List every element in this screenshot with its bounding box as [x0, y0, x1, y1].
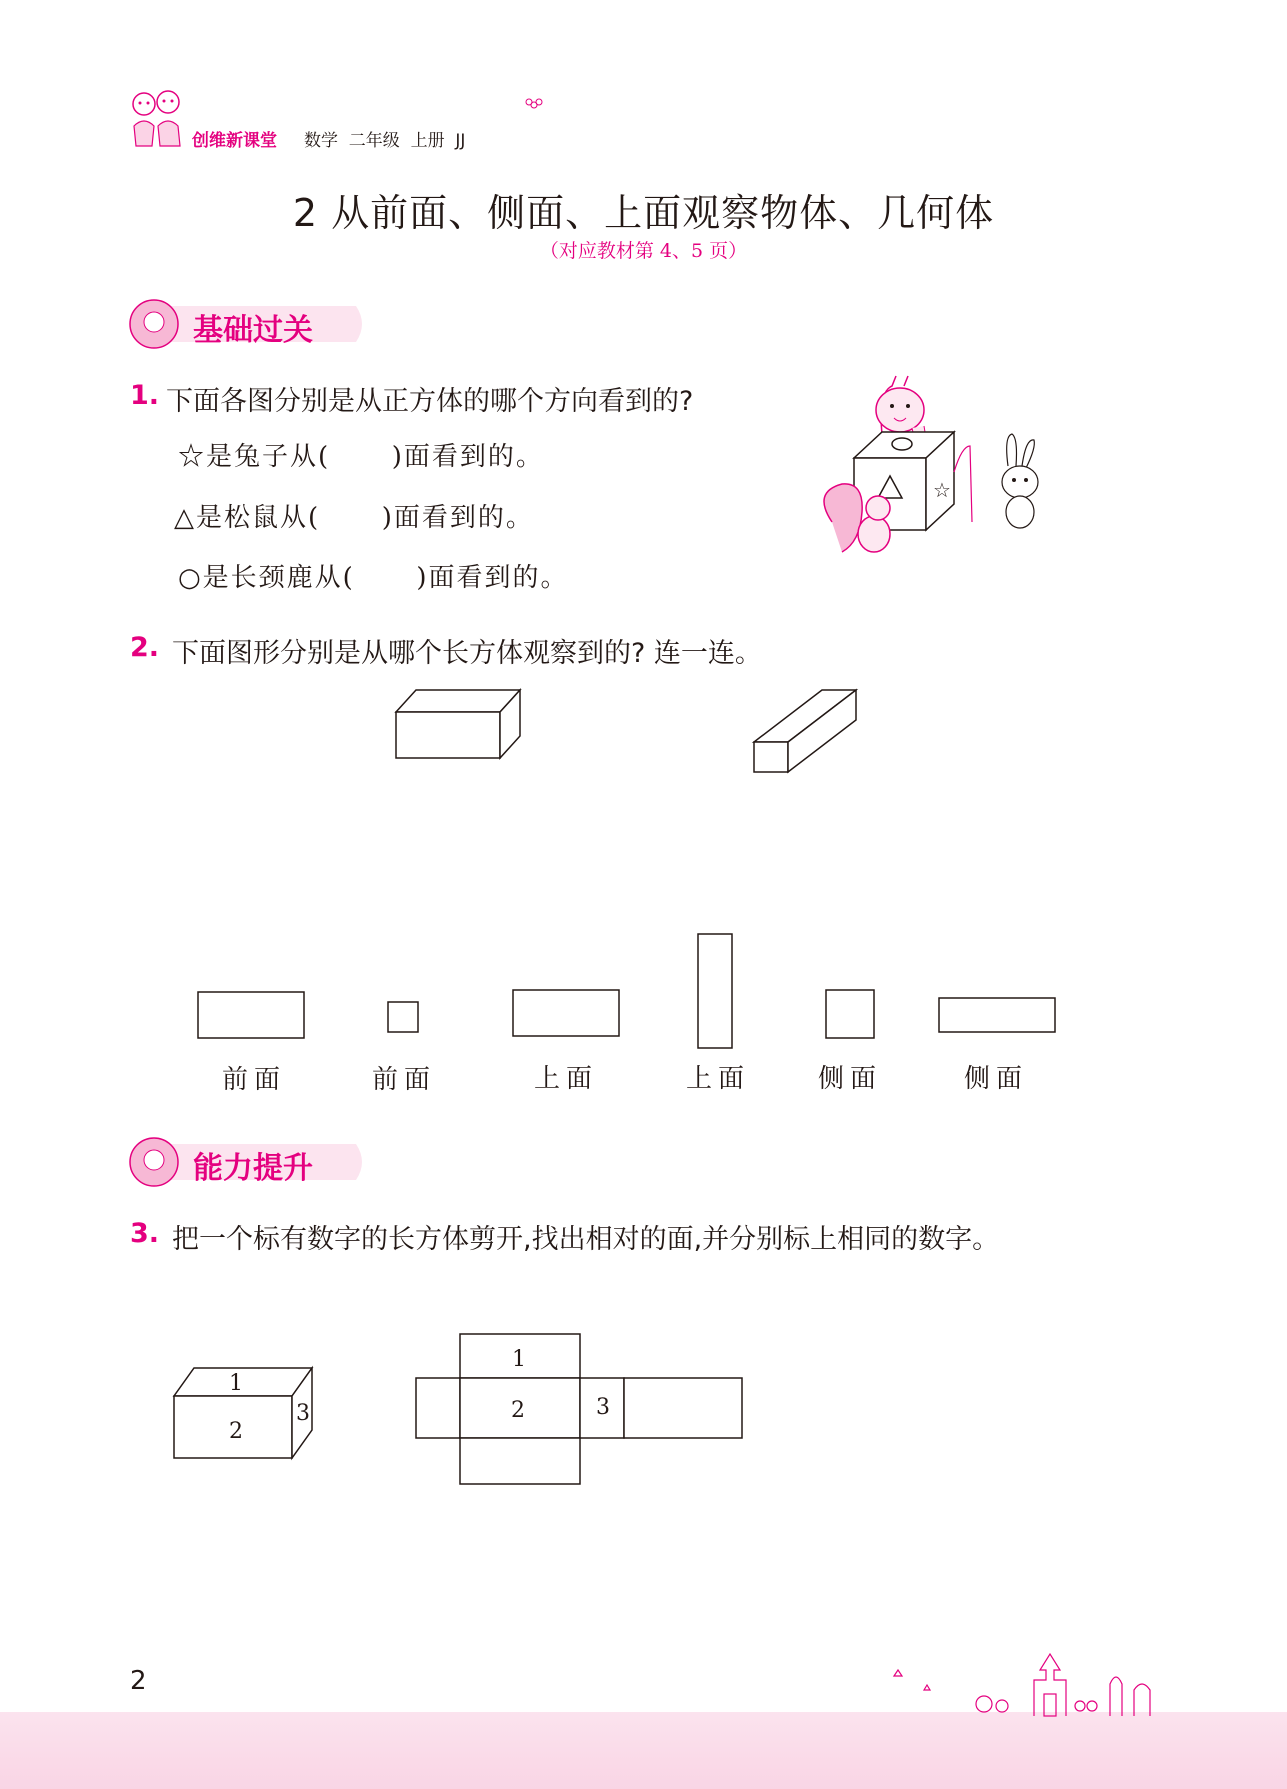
net-number-top: 1 — [512, 1347, 526, 1372]
q2-cuboid-flat — [390, 684, 522, 762]
q3-number: 3. — [130, 1218, 160, 1249]
q1-line-triangle: △是松鼠从( )面看到的。 — [174, 503, 534, 533]
view-label-top-1: 上面 — [534, 1064, 599, 1094]
book-info: 数学 二年级 上册 JJ — [304, 131, 466, 151]
q2-text: 下面图形分别是从哪个长方体观察到的? 连一连。 — [172, 638, 762, 669]
page-number: 2 — [130, 1666, 147, 1696]
q1-text: 下面各图分别是从正方体的哪个方向看到的? — [166, 386, 694, 417]
svg-text:☆: ☆ — [933, 478, 951, 502]
cube-with-animals-illustration — [812, 372, 1062, 602]
view-top-wide — [513, 990, 619, 1036]
view-top-tall — [698, 934, 732, 1048]
view-front-small — [388, 1002, 418, 1032]
lesson-title: 2 从前面、侧面、上面观察物体、几何体 — [292, 191, 995, 235]
q2-number: 2. — [130, 632, 160, 663]
view-label-front-2: 前面 — [372, 1065, 437, 1095]
cuboid-number-side: 3 — [296, 1401, 310, 1426]
net-number-side: 3 — [596, 1395, 610, 1420]
net-number-front: 2 — [511, 1398, 525, 1423]
q2-cuboid-long — [748, 684, 860, 776]
q3-cuboid — [170, 1362, 316, 1462]
view-label-side-2: 侧面 — [964, 1064, 1029, 1094]
rabbit-icon — [1002, 434, 1038, 528]
brand-name: 创维新课堂 — [192, 131, 277, 151]
q1-line-star: ☆是兔子从( )面看到的。 — [178, 442, 544, 472]
view-label-top-2: 上面 — [686, 1064, 751, 1094]
section-title-basic: 基础过关 — [193, 313, 313, 348]
view-side-square — [826, 990, 874, 1038]
lesson-subtitle: （对应教材第 4、5 页） — [539, 240, 748, 262]
q1-line-circle: ○是长颈鹿从( )面看到的。 — [178, 563, 569, 593]
q3-net — [412, 1330, 746, 1488]
flower-icon — [524, 96, 544, 114]
view-side-long — [939, 998, 1055, 1032]
q3-text: 把一个标有数字的长方体剪开,找出相对的面,并分别标上相同的数字。 — [172, 1224, 1000, 1255]
cuboid-number-front: 2 — [229, 1419, 243, 1444]
castle-icon — [884, 1650, 1170, 1720]
view-label-front-1: 前面 — [222, 1065, 287, 1095]
view-label-side-1: 侧面 — [818, 1064, 883, 1094]
kids-mascot-icon — [126, 86, 188, 152]
cuboid-number-top: 1 — [229, 1371, 243, 1396]
giraffe-neck-icon — [954, 446, 972, 522]
section-title-advanced: 能力提升 — [193, 1151, 313, 1186]
q1-number: 1. — [130, 380, 160, 411]
q2-views — [190, 924, 1070, 1054]
footer-band — [0, 1712, 1287, 1789]
view-front-wide — [198, 992, 304, 1038]
